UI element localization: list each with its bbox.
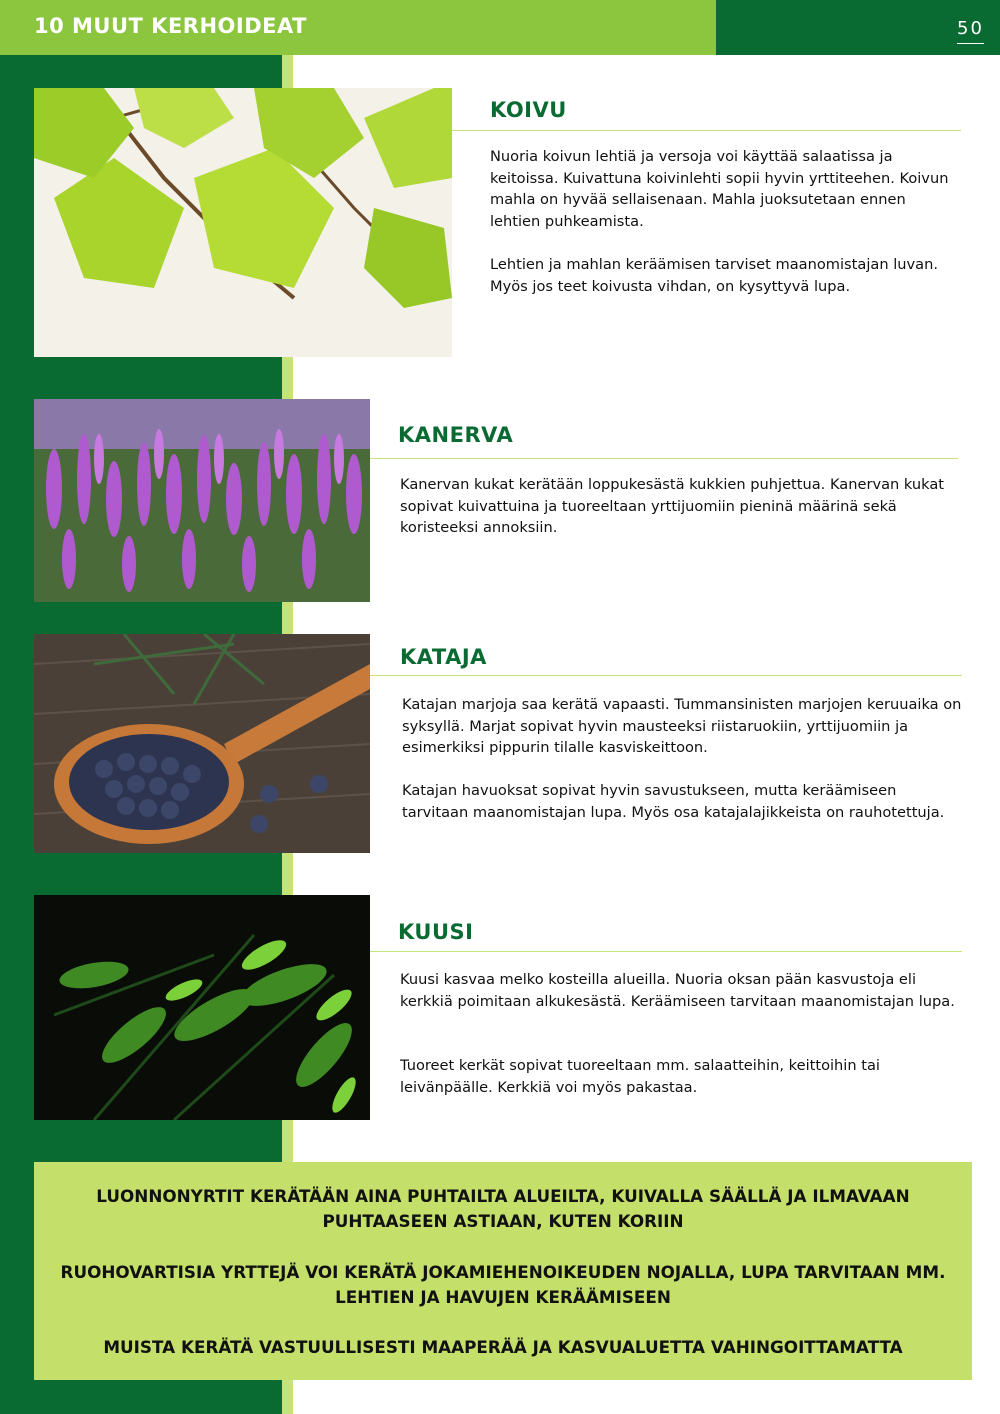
section-heading-kanerva: KANERVA	[398, 423, 514, 447]
section-paragraph: Tuoreet kerkät sopivat tuoreeltaan mm. salaatteihin, keittoihin tai leivänpäälle. Kerkkiä voi myös pakastaa.	[400, 1057, 880, 1096]
spruce-shoots-photo	[34, 895, 370, 1120]
section-paragraph: Kanervan kukat kerätään loppukesästä kukkien puhjettua. Kanervan kukat sopivat kuivattuina ja tuoreeltaan yrttijuomiin pieninä määrinä sekä koristeeksi annoksiin.	[400, 476, 945, 536]
heading-divider	[370, 458, 958, 459]
heading-divider	[452, 130, 961, 131]
juniper-berries-spoon-photo	[34, 634, 370, 853]
page-title: 10 MUUT KERHOIDEAT	[34, 14, 307, 38]
section-paragraph: Lehtien ja mahlan keräämisen tarviset maanomistajan luvan. Myös jos teet koivusta vihdan, on kysyttyvä lupa.	[490, 256, 938, 295]
heather-flowers-photo	[34, 399, 370, 602]
section-heading-kuusi: KUUSI	[398, 920, 474, 944]
page-number: 50	[957, 18, 984, 44]
section-paragraph: Kuusi kasvaa melko kosteilla alueilla. Nuoria oksan pään kasvustoja eli kerkkiä poimitaan alkukesästä. Keräämiseen tarvitaan maanomistajan lupa.	[400, 971, 955, 1010]
notice-line: RUOHOVARTISIA YRTTEJÄ VOI KERÄTÄ JOKAMIEHENOIKEUDEN NOJALLA, LUPA TARVITAAN MM. LEHTIEN JA HAVUJEN KERÄÄMISEEN	[60, 1262, 946, 1307]
birch-leaves-photo	[34, 88, 452, 357]
section-heading-kataja: KATAJA	[400, 645, 487, 669]
notice-line: LUONNONYRTIT KERÄTÄÄN AINA PUHTAILTA ALUEILTA, KUIVALLA SÄÄLLÄ JA ILMAVAAN PUHTAASEEN ASTIAAN, KUTEN KORIIN	[96, 1186, 910, 1231]
section-paragraph: Katajan havuoksat sopivat hyvin savustukseen, mutta keräämiseen tarvitaan maanomistajan lupa. Myös osa katajalajikkeista on rauhotettuja.	[402, 782, 945, 821]
notice-line: MUISTA KERÄTÄ VASTUULLISESTI MAAPERÄÄ JA KASVUALUETTA VAHINGOITTAMATTA	[103, 1337, 903, 1357]
section-paragraph: Katajan marjoja saa kerätä vapaasti. Tummansinisten marjojen keruuaika on syksyllä. Marjat sopivat hyvin mausteeksi riistaruokiin, yrttijuomiin ja esimerkiksi pippurin tilalle kasviskeittoon.	[402, 696, 962, 756]
heading-divider	[370, 951, 962, 952]
heading-divider	[370, 675, 962, 676]
notice-box	[34, 1162, 972, 1380]
section-paragraph: Nuoria koivun lehtiä ja versoja voi käyttää salaatissa ja keitoissa. Kuivattuna koivinlehti sopii hyvin yrttiteehen. Koivun mahla on hyvää sellaisenaan. Mahla juoksutetaan ennen lehtien puhkeamista.	[490, 148, 949, 230]
section-heading-koivu: KOIVU	[490, 98, 567, 122]
